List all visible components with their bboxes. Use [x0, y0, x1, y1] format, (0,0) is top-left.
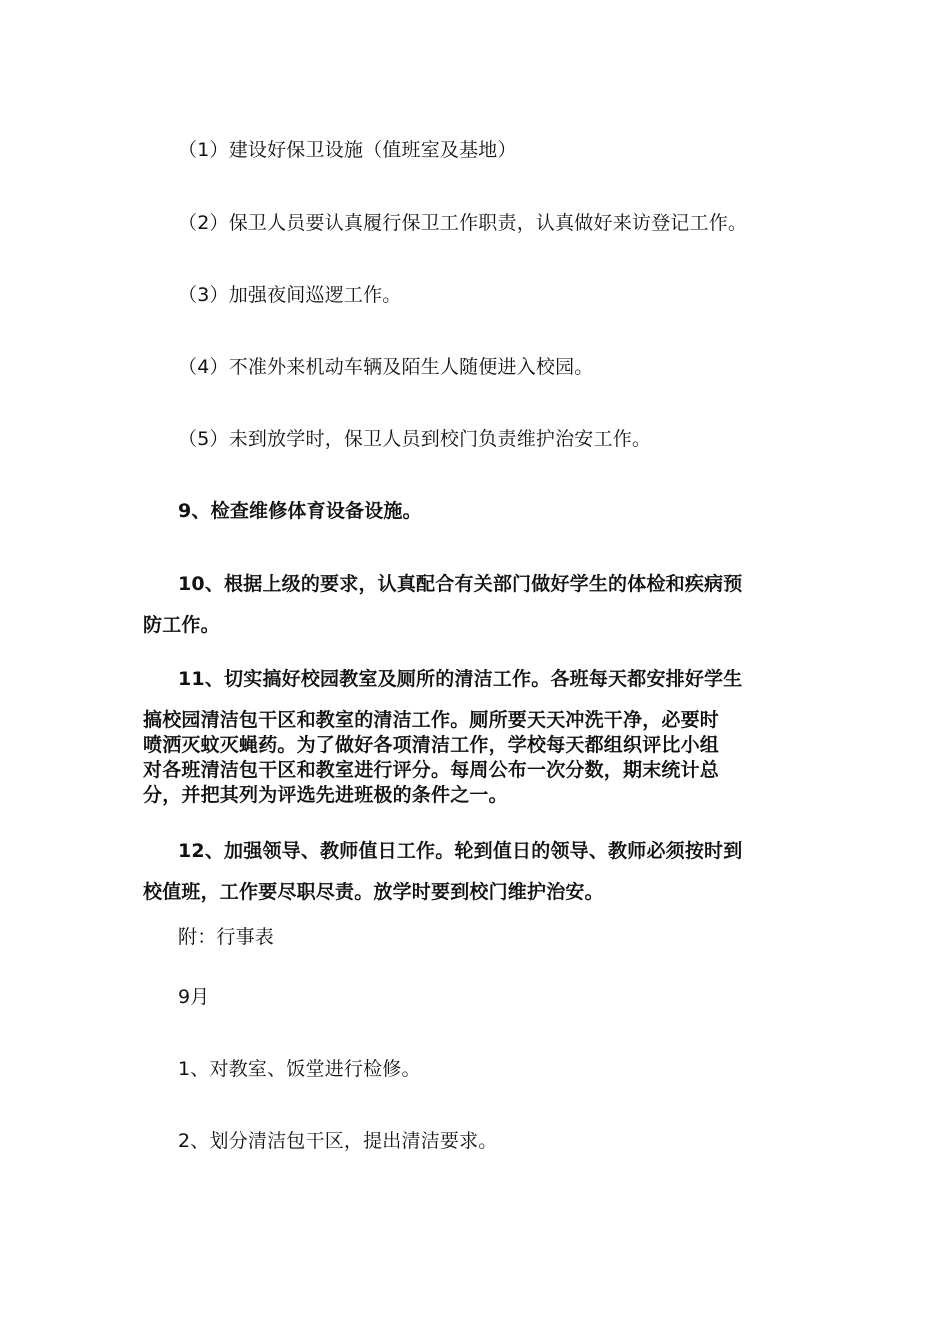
- item-12-paragraph: [143, 839, 811, 905]
- schedule-item-1: 1、对教室、饭堂进行检修。: [178, 1058, 421, 1080]
- schedule-item-2: 2、划分清洁包干区，提出清洁要求。: [178, 1130, 498, 1152]
- measure-line-3: （3）加强夜间巡逻工作。: [178, 284, 402, 306]
- item-12-line-2: 校值班，工作要尽职尽责。放学时要到校门维护治安。: [143, 881, 604, 903]
- item-10-rest: [143, 613, 811, 638]
- item-11-rest: [143, 708, 811, 808]
- month-label: 9月: [178, 986, 210, 1008]
- measure-line-4: （4）不准外来机动车辆及陌生人随便进入校园。: [178, 356, 594, 378]
- item-11-line-3: 喷洒灭蚊灭蝇药。为了做好各项清洁工作，学校每天都组织评比小组: [143, 734, 720, 756]
- item-11-line-2: 搞校园清洁包干区和教室的清洁工作。厕所要天天冲洗干净，必要时: [143, 709, 720, 731]
- item-11-line-5: 分，并把其列为评选先进班极的条件之一。: [143, 784, 508, 806]
- appendix-title: 附：行事表: [178, 926, 275, 948]
- measure-line-2: （2）保卫人员要认真履行保卫工作职责，认真做好来访登记工作。: [178, 212, 748, 234]
- item-10-line-1: 10、根据上级的要求，认真配合有关部门做好学生的体检和疾病预: [178, 573, 743, 595]
- item-11-line-1: 11、切实搞好校园教室及厕所的清洁工作。各班每天都安排好学生: [178, 668, 743, 690]
- measure-line-1: （1）建设好保卫设施（值班室及基地）: [178, 139, 517, 161]
- measure-line-5: （5）未到放学时，保卫人员到校门负责维护治安工作。: [178, 428, 652, 450]
- item-10-line-2: 防工作。: [143, 614, 220, 636]
- item-9-heading: 9、检查维修体育设备设施。: [178, 500, 422, 522]
- item-12-line-1: 12、加强领导、教师值日工作。轮到值日的领导、教师必须按时到: [178, 840, 743, 862]
- item-11-line-4: 对各班清洁包干区和教室进行评分。每周公布一次分数，期末统计总: [143, 759, 720, 781]
- item-11-paragraph: [143, 667, 811, 808]
- item-12-rest: [143, 880, 811, 905]
- item-10-paragraph: [143, 572, 811, 638]
